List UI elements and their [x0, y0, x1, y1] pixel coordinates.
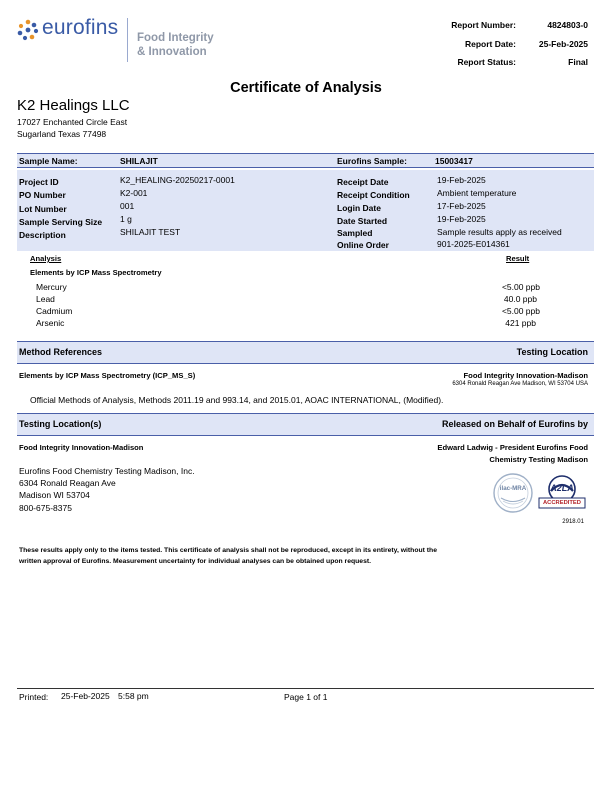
receipt-condition-label: Receipt Condition [337, 190, 410, 200]
method-top-rule [17, 341, 594, 342]
lot-number-value: 001 [120, 201, 135, 211]
lab-address-1: Eurofins Food Chemistry Testing Madison, Inc. [19, 466, 195, 476]
released-by-header: Released on Behalf of Eurofins by [441, 419, 588, 429]
result-column-header: Result [506, 254, 530, 263]
report-date-value: 25-Feb-2025 [538, 39, 588, 49]
lab-address-3: Madison WI 53704 [19, 490, 90, 500]
lot-number-label: Lot Number [19, 204, 67, 214]
login-date-label: Login Date [337, 203, 381, 213]
project-id-value: K2_HEALING-20250217-0001 [120, 175, 235, 185]
testing-location-header: Testing Location [516, 347, 588, 357]
analysis-column-header: Analysis [30, 254, 62, 263]
analyte-result: <5.00 ppb [501, 306, 540, 316]
analyte-name: Cadmium [36, 306, 73, 316]
printed-date: 25-Feb-2025 [61, 691, 110, 701]
disclaimer-line-2: written approval of Eurofins. Measurement uncertainty for individual analyses can be obtained upon request. [19, 558, 371, 565]
online-order-label: Online Order [337, 240, 389, 250]
logo-tagline-2: & Innovation [137, 46, 207, 58]
description-value: SHILAJIT TEST [120, 227, 181, 237]
sample-top-rule [17, 153, 594, 154]
report-status-label: Report Status: [457, 57, 516, 67]
method-reference: Official Methods of Analysis, Methods 2011.19 and 993.14, and 2015.01, AOAC INTERNATIONAL, (Modified). [30, 395, 444, 405]
footer-rule [17, 688, 594, 689]
logo-divider [127, 18, 128, 62]
po-number-value: K2-001 [120, 188, 148, 198]
client-address-1: 17027 Enchanted Circle East [17, 117, 128, 127]
releaser-line-2: Chemistry Testing Madison [489, 455, 588, 464]
sample-name-band [17, 154, 594, 167]
accredited-label: ACCREDITED [542, 500, 581, 506]
lab-address-2: 6304 Ronald Reagan Ave [19, 478, 116, 488]
online-order-value: 901-2025-E014361 [437, 239, 510, 249]
receipt-date-value: 19-Feb-2025 [437, 175, 486, 185]
analysis-group-title: Elements by ICP Mass Spectrometry [30, 268, 162, 277]
receipt-date-label: Receipt Date [337, 177, 389, 187]
lab-name: Food Integrity Innovation-Madison [19, 443, 144, 452]
analyte-name: Arsenic [36, 318, 65, 328]
report-status-value: Final [568, 57, 588, 67]
page-number: Page 1 of 1 [284, 692, 328, 702]
method-location-address: 6304 Ronald Reagan Ave Madison, WI 53704 USA [452, 381, 588, 387]
sample-name-rule [17, 167, 594, 168]
releaser-line-1: Edward Ladwig - President Eurofins Food [437, 443, 588, 452]
lab-phone: 800-675-8375 [19, 503, 72, 513]
method-bottom-rule [17, 363, 594, 364]
report-number-label: Report Number: [451, 20, 516, 30]
analyte-result: <5.00 ppb [501, 282, 540, 292]
logo-wordmark: eurofins [42, 16, 119, 39]
method-name: Elements by ICP Mass Spectrometry (ICP_MS_S) [19, 371, 196, 380]
eurofins-sample-value: 15003417 [435, 156, 473, 166]
description-label: Description [19, 230, 66, 240]
date-started-value: 19-Feb-2025 [437, 214, 486, 224]
method-location: Food Integrity Innovation-Madison [463, 371, 588, 380]
logo-tagline-1: Food Integrity [137, 32, 214, 44]
page-title: Certificate of Analysis [230, 80, 382, 96]
project-id-label: Project ID [19, 177, 59, 187]
report-number-value: 4824803-0 [547, 20, 588, 30]
po-number-label: PO Number [19, 190, 66, 200]
method-references-header: Method References [19, 347, 103, 357]
sampled-value: Sample results apply as received [437, 227, 562, 237]
client-address-2: Sugarland Texas 77498 [17, 129, 107, 139]
serving-size-label: Sample Serving Size [19, 217, 103, 227]
analyte-name: Lead [36, 294, 55, 304]
login-date-value: 17-Feb-2025 [437, 201, 486, 211]
sample-name-value: SHILAJIT [120, 156, 158, 166]
analyte-name: Mercury [36, 282, 67, 292]
sampled-label: Sampled [337, 228, 373, 238]
analyte-result: 40.0 ppb [503, 294, 537, 304]
printed-label: Printed: [19, 692, 49, 702]
testing-locations-header: Testing Location(s) [19, 419, 102, 429]
serving-size-value: 1 g [120, 214, 132, 224]
eurofins-dot-flower-icon [17, 19, 39, 41]
eurofins-sample-label: Eurofins Sample: [337, 156, 407, 166]
report-date-label: Report Date: [464, 39, 516, 49]
locations-top-rule [17, 413, 594, 414]
disclaimer-line-1: These results apply only to the items tested. This certificate of analysis shall not be reproduced, except in its entirety, without the [19, 547, 437, 554]
date-started-label: Date Started [337, 216, 388, 226]
a2la-label: A2LA [550, 483, 574, 493]
printed-time: 5:58 pm [118, 691, 149, 701]
analyte-result: 421 ppb [505, 318, 536, 328]
receipt-condition-value: Ambient temperature [437, 188, 517, 198]
ilac-mra-label: ilac-MRA [499, 485, 527, 492]
accreditation-number: 2918.01 [562, 519, 584, 525]
sample-name-label: Sample Name: [19, 156, 78, 166]
locations-bottom-rule [17, 435, 594, 436]
client-name: K2 Healings LLC [17, 97, 130, 114]
